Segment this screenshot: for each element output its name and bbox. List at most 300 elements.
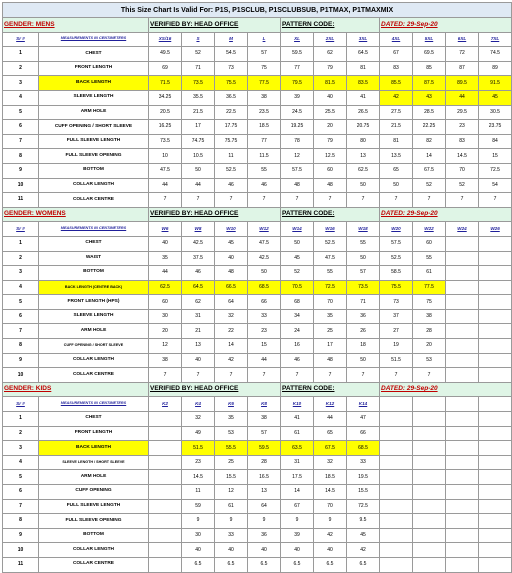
size-value: 28 <box>413 324 446 339</box>
size-value: 18.5 <box>314 470 347 485</box>
size-value: 26.5 <box>347 105 380 120</box>
size-value: 64.5 <box>347 47 380 62</box>
size-value <box>479 426 512 441</box>
size-header: K14 <box>347 397 380 412</box>
size-value: 9 <box>314 514 347 529</box>
size-value: 77.5 <box>248 76 281 91</box>
measurement-row <box>3 105 512 120</box>
size-value <box>149 514 182 529</box>
size-value <box>413 455 446 470</box>
size-value: 40 <box>314 90 347 105</box>
size-value <box>479 470 512 485</box>
size-value <box>446 324 479 339</box>
size-value: 57 <box>347 266 380 281</box>
size-value: 79 <box>314 61 347 76</box>
measurement-row <box>3 178 512 193</box>
size-value: 50 <box>281 236 314 251</box>
size-value: 89 <box>479 61 512 76</box>
size-value: 17 <box>314 339 347 354</box>
size-value: 6.5 <box>248 557 281 572</box>
measurement-name: CUFF OPENING <box>39 485 149 500</box>
size-value: 26 <box>347 324 380 339</box>
size-header: K6 <box>215 397 248 412</box>
measurement-name: BACK LENGTH (CENTRE BACK) <box>39 280 149 295</box>
size-value: 59.5 <box>281 47 314 62</box>
size-value <box>380 557 413 572</box>
size-value: 54.5 <box>215 47 248 62</box>
measurement-name: BOTTOM <box>39 528 149 543</box>
size-value: 32 <box>182 412 215 427</box>
measurement-row <box>3 455 512 470</box>
measurement-row <box>3 412 512 427</box>
size-header <box>413 397 446 412</box>
measurement-name: CHEST <box>39 236 149 251</box>
measurement-row <box>3 76 512 91</box>
size-value: 57.5 <box>281 163 314 178</box>
size-value <box>413 441 446 456</box>
serial-number: 7 <box>3 499 39 514</box>
size-value: 52.5 <box>380 251 413 266</box>
size-value: 14.5 <box>446 149 479 164</box>
size-value <box>413 543 446 558</box>
size-value: 21.5 <box>182 105 215 120</box>
size-chart-sheet <box>2 2 510 573</box>
size-value: 77 <box>281 61 314 76</box>
size-value: 18 <box>347 339 380 354</box>
size-value: 42.5 <box>248 251 281 266</box>
size-value <box>380 426 413 441</box>
size-value: 44 <box>182 178 215 193</box>
size-value: 77.5 <box>413 280 446 295</box>
column-header-row <box>3 222 512 237</box>
size-value: 61 <box>413 266 446 281</box>
size-value: 9 <box>182 514 215 529</box>
size-value: 58.5 <box>380 266 413 281</box>
size-value <box>149 426 182 441</box>
measurement-name: FRONT LENGTH (HPS) <box>39 295 149 310</box>
column-header-row <box>3 32 512 47</box>
size-value <box>479 441 512 456</box>
size-value <box>413 412 446 427</box>
size-value <box>479 499 512 514</box>
size-value: 74.5 <box>479 47 512 62</box>
size-value: 7 <box>215 193 248 208</box>
size-value: 70 <box>314 295 347 310</box>
measurement-row <box>3 61 512 76</box>
size-value: 60 <box>149 295 182 310</box>
size-value <box>479 251 512 266</box>
measurement-name: FULL SLEEVE OPENING <box>39 514 149 529</box>
size-value: 10 <box>149 149 182 164</box>
size-value: 78 <box>281 134 314 149</box>
size-value: 65 <box>314 426 347 441</box>
size-value <box>446 499 479 514</box>
section-header <box>3 207 512 222</box>
serial-number: 4 <box>3 280 39 295</box>
size-value: 17 <box>182 120 215 135</box>
size-value: 38 <box>413 309 446 324</box>
size-value <box>446 266 479 281</box>
size-value: 47.5 <box>149 163 182 178</box>
measurement-name: SLEEVE LENGTH <box>39 90 149 105</box>
size-header: L <box>248 32 281 47</box>
measurement-row <box>3 163 512 178</box>
size-value: 36 <box>248 528 281 543</box>
size-value: 57 <box>248 47 281 62</box>
serial-number: 2 <box>3 61 39 76</box>
measurement-name: ARM HOLE <box>39 105 149 120</box>
size-value: 48 <box>314 178 347 193</box>
serial-number: 1 <box>3 412 39 427</box>
serial-number: 4 <box>3 90 39 105</box>
size-header: W12 <box>248 222 281 237</box>
size-value: 44 <box>314 412 347 427</box>
size-value: 11 <box>215 149 248 164</box>
serial-number: 1 <box>3 236 39 251</box>
size-value <box>149 543 182 558</box>
size-value: 16 <box>281 339 314 354</box>
measurement-name: ARM HOLE <box>39 324 149 339</box>
size-value: 64.5 <box>182 280 215 295</box>
size-chart-table <box>2 2 512 573</box>
size-value: 6.5 <box>347 557 380 572</box>
size-value: 52 <box>281 266 314 281</box>
size-value: 73.5 <box>149 134 182 149</box>
size-value: 81 <box>380 134 413 149</box>
size-value: 23 <box>446 120 479 135</box>
size-value <box>479 324 512 339</box>
size-value: 7 <box>413 193 446 208</box>
measurement-row <box>3 90 512 105</box>
size-value: 20 <box>413 339 446 354</box>
size-value: 16.25 <box>149 120 182 135</box>
size-value: 47.5 <box>248 236 281 251</box>
measurement-name: FRONT LENGTH <box>39 426 149 441</box>
size-value: 6.5 <box>182 557 215 572</box>
serial-number: 5 <box>3 470 39 485</box>
size-value: 12 <box>149 339 182 354</box>
size-value: 61 <box>281 426 314 441</box>
size-value <box>149 470 182 485</box>
size-value: 75.75 <box>215 134 248 149</box>
size-value: 89.5 <box>446 76 479 91</box>
size-value: 42 <box>314 528 347 543</box>
size-value: 23 <box>248 324 281 339</box>
size-value: 27.5 <box>380 105 413 120</box>
measurement-name: BACK LENGTH <box>39 441 149 456</box>
size-value <box>446 309 479 324</box>
size-value: 9.5 <box>347 514 380 529</box>
size-value: 7 <box>182 193 215 208</box>
size-value <box>446 368 479 383</box>
size-value: 14 <box>413 149 446 164</box>
size-value <box>446 528 479 543</box>
measurement-name: FULL SLEEVE LENGTH <box>39 134 149 149</box>
size-value <box>413 557 446 572</box>
size-value: 45 <box>281 251 314 266</box>
size-value: 55 <box>314 266 347 281</box>
size-value: 46 <box>215 178 248 193</box>
size-value: 42 <box>347 543 380 558</box>
size-value: 81 <box>347 61 380 76</box>
size-value: 7 <box>446 193 479 208</box>
size-value: 17.75 <box>215 120 248 135</box>
size-value: 7 <box>149 193 182 208</box>
size-value <box>479 455 512 470</box>
size-value: 81.5 <box>314 76 347 91</box>
size-value: 49.5 <box>149 47 182 62</box>
size-value: 13 <box>347 149 380 164</box>
pattern-code-label: PATTERN CODE: <box>281 18 380 33</box>
size-value <box>479 368 512 383</box>
size-value: 38 <box>248 90 281 105</box>
size-value: 7 <box>347 193 380 208</box>
size-value: 6.5 <box>215 557 248 572</box>
size-value: 14.5 <box>314 485 347 500</box>
serial-number: 10 <box>3 543 39 558</box>
size-value: 39 <box>281 90 314 105</box>
size-value: 75.5 <box>380 280 413 295</box>
size-value: 40 <box>182 353 215 368</box>
size-value <box>380 514 413 529</box>
size-value: 44 <box>149 266 182 281</box>
size-value: 33 <box>215 528 248 543</box>
size-header <box>380 397 413 412</box>
size-value: 62 <box>182 295 215 310</box>
size-value: 69 <box>149 61 182 76</box>
size-value: 85.5 <box>380 76 413 91</box>
measurement-name: FRONT LENGTH <box>39 61 149 76</box>
size-value: 68.5 <box>248 280 281 295</box>
size-value: 48 <box>281 178 314 193</box>
size-value: 59 <box>182 499 215 514</box>
size-value: 79.5 <box>281 76 314 91</box>
serial-number: 2 <box>3 426 39 441</box>
size-value: 70.5 <box>281 280 314 295</box>
size-value: 63.5 <box>281 441 314 456</box>
size-value: 7 <box>479 193 512 208</box>
size-value: 79 <box>314 134 347 149</box>
section-header <box>3 18 512 33</box>
size-value: 62.5 <box>149 280 182 295</box>
size-value <box>413 528 446 543</box>
size-value: 55 <box>413 251 446 266</box>
size-value <box>446 339 479 354</box>
size-value: 70 <box>446 163 479 178</box>
size-value: 30 <box>182 528 215 543</box>
dated-label: DATED: 29-Sep-20 <box>380 382 512 397</box>
serial-header: Sr # <box>3 397 39 412</box>
serial-number: 6 <box>3 309 39 324</box>
size-value: 51.5 <box>380 353 413 368</box>
size-value <box>446 353 479 368</box>
size-value: 55 <box>248 163 281 178</box>
size-value: 7 <box>281 368 314 383</box>
size-value: 13.5 <box>380 149 413 164</box>
size-value: 7 <box>149 368 182 383</box>
size-value: 50 <box>347 178 380 193</box>
size-value: 30 <box>149 309 182 324</box>
size-header: W26 <box>479 222 512 237</box>
size-value: 52.5 <box>215 163 248 178</box>
size-value <box>380 470 413 485</box>
size-header: K4 <box>182 397 215 412</box>
size-value: 30.5 <box>479 105 512 120</box>
size-value: 83 <box>380 61 413 76</box>
measurement-header: MEASUREMENTS IN CENTIMETERS <box>39 397 149 412</box>
size-value <box>413 426 446 441</box>
size-header: W24 <box>446 222 479 237</box>
size-value <box>479 309 512 324</box>
measurement-name: COLLAR CENTRE <box>39 368 149 383</box>
size-value <box>479 412 512 427</box>
size-value: 15.5 <box>215 470 248 485</box>
size-value <box>413 514 446 529</box>
size-header: XL <box>281 32 314 47</box>
size-value: 6.5 <box>281 557 314 572</box>
size-value: 43 <box>413 90 446 105</box>
size-value: 23.75 <box>479 120 512 135</box>
size-value: 25 <box>314 324 347 339</box>
serial-number: 9 <box>3 528 39 543</box>
size-value: 50 <box>248 266 281 281</box>
size-value: 19.25 <box>281 120 314 135</box>
size-value: 28.5 <box>413 105 446 120</box>
size-value: 9 <box>215 514 248 529</box>
pattern-code-label: PATTERN CODE: <box>281 207 380 222</box>
serial-number: 7 <box>3 324 39 339</box>
size-value: 72.5 <box>314 280 347 295</box>
size-value <box>380 543 413 558</box>
pattern-code-label: PATTERN CODE: <box>281 382 380 397</box>
size-value: 67.5 <box>314 441 347 456</box>
dated-label: DATED: 29-Sep-20 <box>380 18 512 33</box>
size-value: 29.5 <box>446 105 479 120</box>
serial-number: 9 <box>3 163 39 178</box>
measurement-name: BOTTOM <box>39 163 149 178</box>
size-value: 61 <box>215 499 248 514</box>
measurement-name: FULL SLEEVE LENGTH <box>39 499 149 514</box>
size-value: 28 <box>248 455 281 470</box>
size-value: 53 <box>413 353 446 368</box>
size-value: 33 <box>248 309 281 324</box>
size-value: 48 <box>314 353 347 368</box>
size-value: 74.75 <box>182 134 215 149</box>
size-value: 48 <box>215 266 248 281</box>
size-value: 66 <box>248 295 281 310</box>
size-value: 50 <box>380 178 413 193</box>
size-value <box>479 280 512 295</box>
size-value: 75 <box>248 61 281 76</box>
size-value: 19 <box>380 339 413 354</box>
size-value: 44 <box>446 90 479 105</box>
size-value: 7 <box>314 368 347 383</box>
size-value: 9 <box>248 514 281 529</box>
size-value: 12 <box>281 149 314 164</box>
size-value: 34 <box>281 309 314 324</box>
measurement-row <box>3 470 512 485</box>
size-header: 2XL <box>314 32 347 47</box>
size-value: 71.5 <box>149 76 182 91</box>
measurement-name: COLLAR CENTRE <box>39 193 149 208</box>
size-value: 37 <box>380 309 413 324</box>
size-value: 47.5 <box>314 251 347 266</box>
size-value <box>479 528 512 543</box>
size-value: 7 <box>314 193 347 208</box>
size-value: 22.25 <box>413 120 446 135</box>
size-header: M <box>215 32 248 47</box>
size-value: 67 <box>281 499 314 514</box>
serial-header: Sr # <box>3 222 39 237</box>
size-value: 73.5 <box>182 76 215 91</box>
size-value: 42 <box>380 90 413 105</box>
measurement-name: BACK LENGTH <box>39 76 149 91</box>
measurement-name: SLEEVE LENGTH / SHORT SLEEVE <box>39 455 149 470</box>
size-value: 71 <box>182 61 215 76</box>
serial-number: 6 <box>3 120 39 135</box>
size-value: 7 <box>347 368 380 383</box>
size-value <box>446 426 479 441</box>
size-header: W10 <box>215 222 248 237</box>
size-value: 22 <box>215 324 248 339</box>
size-value <box>380 499 413 514</box>
size-header: W22 <box>413 222 446 237</box>
size-value: 20 <box>149 324 182 339</box>
size-value: 32 <box>215 309 248 324</box>
verified-by-label: VERIFIED BY: HEAD OFFICE <box>149 18 281 33</box>
size-value <box>149 485 182 500</box>
size-value <box>446 295 479 310</box>
gender-label: GENDER: KIDS <box>3 382 149 397</box>
size-value: 37.5 <box>182 251 215 266</box>
size-value: 32 <box>314 455 347 470</box>
size-value: 62 <box>314 47 347 62</box>
size-value: 72.5 <box>479 163 512 178</box>
size-value: 50 <box>347 353 380 368</box>
measurement-name: COLLAR LENGTH <box>39 353 149 368</box>
serial-header: Sr # <box>3 32 39 47</box>
size-header: K12 <box>314 397 347 412</box>
size-value: 40 <box>182 543 215 558</box>
size-value: 40 <box>281 543 314 558</box>
size-value: 68.5 <box>347 441 380 456</box>
size-value: 20.75 <box>347 120 380 135</box>
measurement-row <box>3 426 512 441</box>
size-value: 66.5 <box>215 280 248 295</box>
size-value <box>380 485 413 500</box>
size-value: 55 <box>347 236 380 251</box>
serial-number: 3 <box>3 76 39 91</box>
measurement-row <box>3 266 512 281</box>
size-value <box>446 280 479 295</box>
section-header <box>3 382 512 397</box>
size-value: 91.5 <box>479 76 512 91</box>
size-value <box>479 236 512 251</box>
size-value: 72.5 <box>347 499 380 514</box>
size-header: 6XL <box>446 32 479 47</box>
size-value <box>149 528 182 543</box>
serial-number: 3 <box>3 266 39 281</box>
size-value: 73 <box>380 295 413 310</box>
serial-number: 2 <box>3 251 39 266</box>
measurement-row <box>3 120 512 135</box>
size-header: W16 <box>314 222 347 237</box>
measurement-row <box>3 485 512 500</box>
size-value: 65 <box>380 163 413 178</box>
size-value: 42 <box>215 353 248 368</box>
size-value: 34.25 <box>149 90 182 105</box>
size-value <box>380 528 413 543</box>
